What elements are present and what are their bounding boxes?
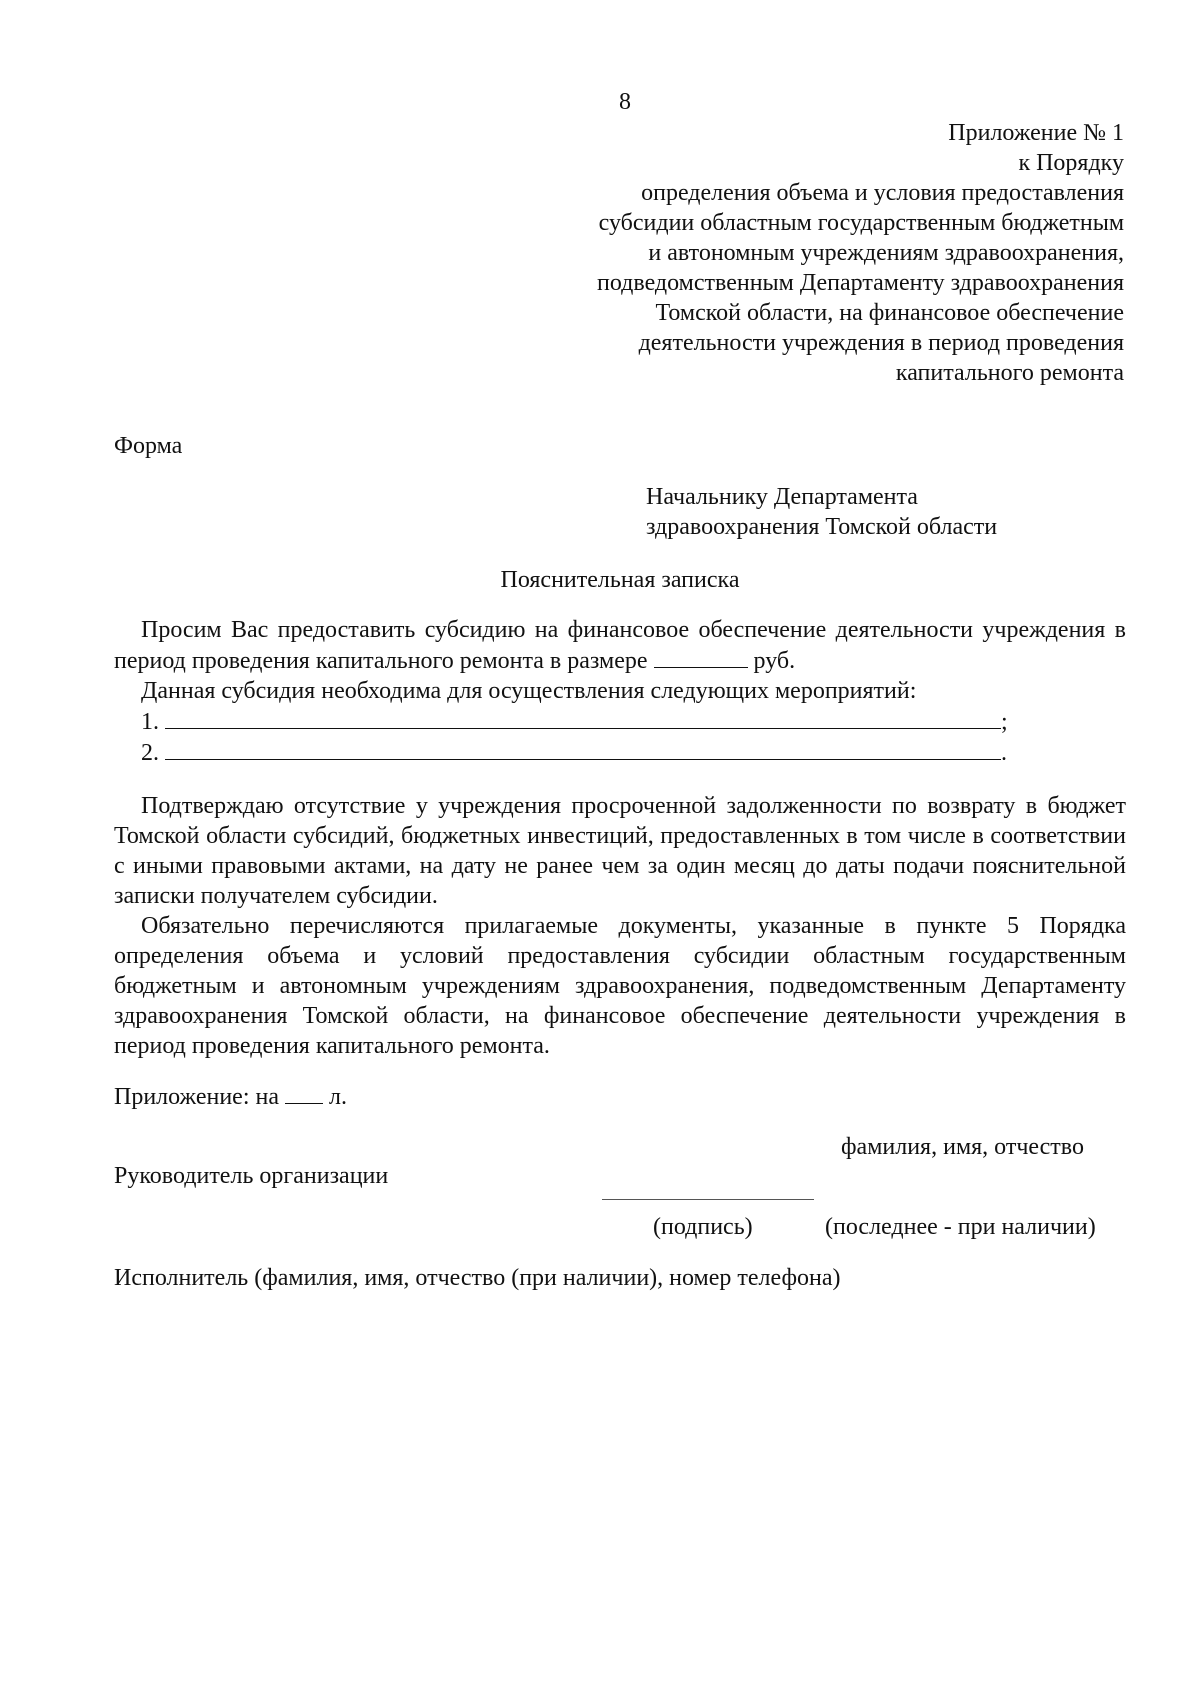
appendix-line: деятельности учреждения в период проведения — [638, 330, 1124, 356]
activity-item-2 — [114, 737, 1126, 768]
request-text: Просим Вас предоставить субсидию на финансовое обеспечение деятельности учреждения в период проведения капитального ремонта в размере — [114, 617, 1126, 674]
page-number: 8 — [619, 89, 631, 115]
head-label: Руководитель организации — [114, 1163, 389, 1189]
appendix-heading — [524, 118, 1124, 388]
addressee-line-2: здравоохранения Томской области — [646, 514, 998, 540]
activity-number: 1. — [141, 709, 159, 735]
sheets-blank[interactable] — [285, 1081, 323, 1104]
documents-paragraph: Обязательно перечисляются прилагаемые документы, указанные в пункте 5 Порядка определения объема и условий предоставления субсидии областным государственным бюджетным и автономным учреждениям здравоохранения, подведомственным Департаменту здравоохранения Томской области, на финансовое обеспечение деятельности учреждения в период проведения капитального ремонта. — [114, 913, 1126, 1059]
confirmation-paragraph: Подтверждаю отсутствие у учреждения просроченной задолженности по возврату в бюджет Томской области субсидий, бюджетных инвестиций, предоставленных в том числе в соответствии с иными правовыми актами, на дату не ранее чем за один месяц до даты подачи пояснительной записки получателем субсидии. — [114, 793, 1126, 909]
executor-line: Исполнитель (фамилия, имя, отчество (при наличии), номер телефона) — [114, 1265, 841, 1291]
document-body — [114, 615, 1126, 1061]
activity-blank[interactable] — [165, 737, 1001, 760]
attachment-prefix: Приложение: на — [114, 1084, 279, 1110]
activity-end: . — [1001, 740, 1007, 766]
patronymic-caption: (последнее - при наличии) — [825, 1214, 1096, 1240]
appendix-line: Томской области, на финансовое обеспечение — [655, 300, 1124, 326]
appendix-line: подведомственным Департаменту здравоохранения — [597, 270, 1124, 296]
amount-blank[interactable] — [654, 645, 748, 668]
attachment-line — [114, 1081, 347, 1112]
currency-label: руб. — [753, 648, 796, 674]
appendix-line: Приложение № 1 — [948, 120, 1124, 146]
appendix-line: к Порядку — [1018, 150, 1124, 176]
document-title: Пояснительная записка — [500, 567, 740, 593]
activity-item-1 — [114, 706, 1126, 737]
activity-blank[interactable] — [165, 706, 1001, 729]
addressee-line-1: Начальнику Департамента — [646, 484, 918, 510]
appendix-line: определения объема и условия предоставления — [641, 180, 1124, 206]
request-paragraph — [114, 615, 1126, 676]
appendix-line: капитального ремонта — [895, 360, 1124, 386]
attachment-suffix: л. — [328, 1084, 347, 1110]
signature-caption: (подпись) — [653, 1214, 753, 1240]
form-label: Форма — [114, 433, 183, 459]
activity-end: ; — [1001, 709, 1008, 735]
appendix-line: субсидии областным государственным бюджетным — [598, 210, 1124, 236]
addressee — [646, 482, 997, 542]
fio-label: фамилия, имя, отчество — [841, 1134, 1084, 1160]
activity-number: 2. — [141, 740, 159, 766]
appendix-line: и автономным учреждениям здравоохранения, — [648, 240, 1124, 266]
signature-line[interactable] — [602, 1199, 814, 1200]
activities-intro: Данная субсидия необходима для осуществления следующих мероприятий: — [141, 678, 917, 704]
